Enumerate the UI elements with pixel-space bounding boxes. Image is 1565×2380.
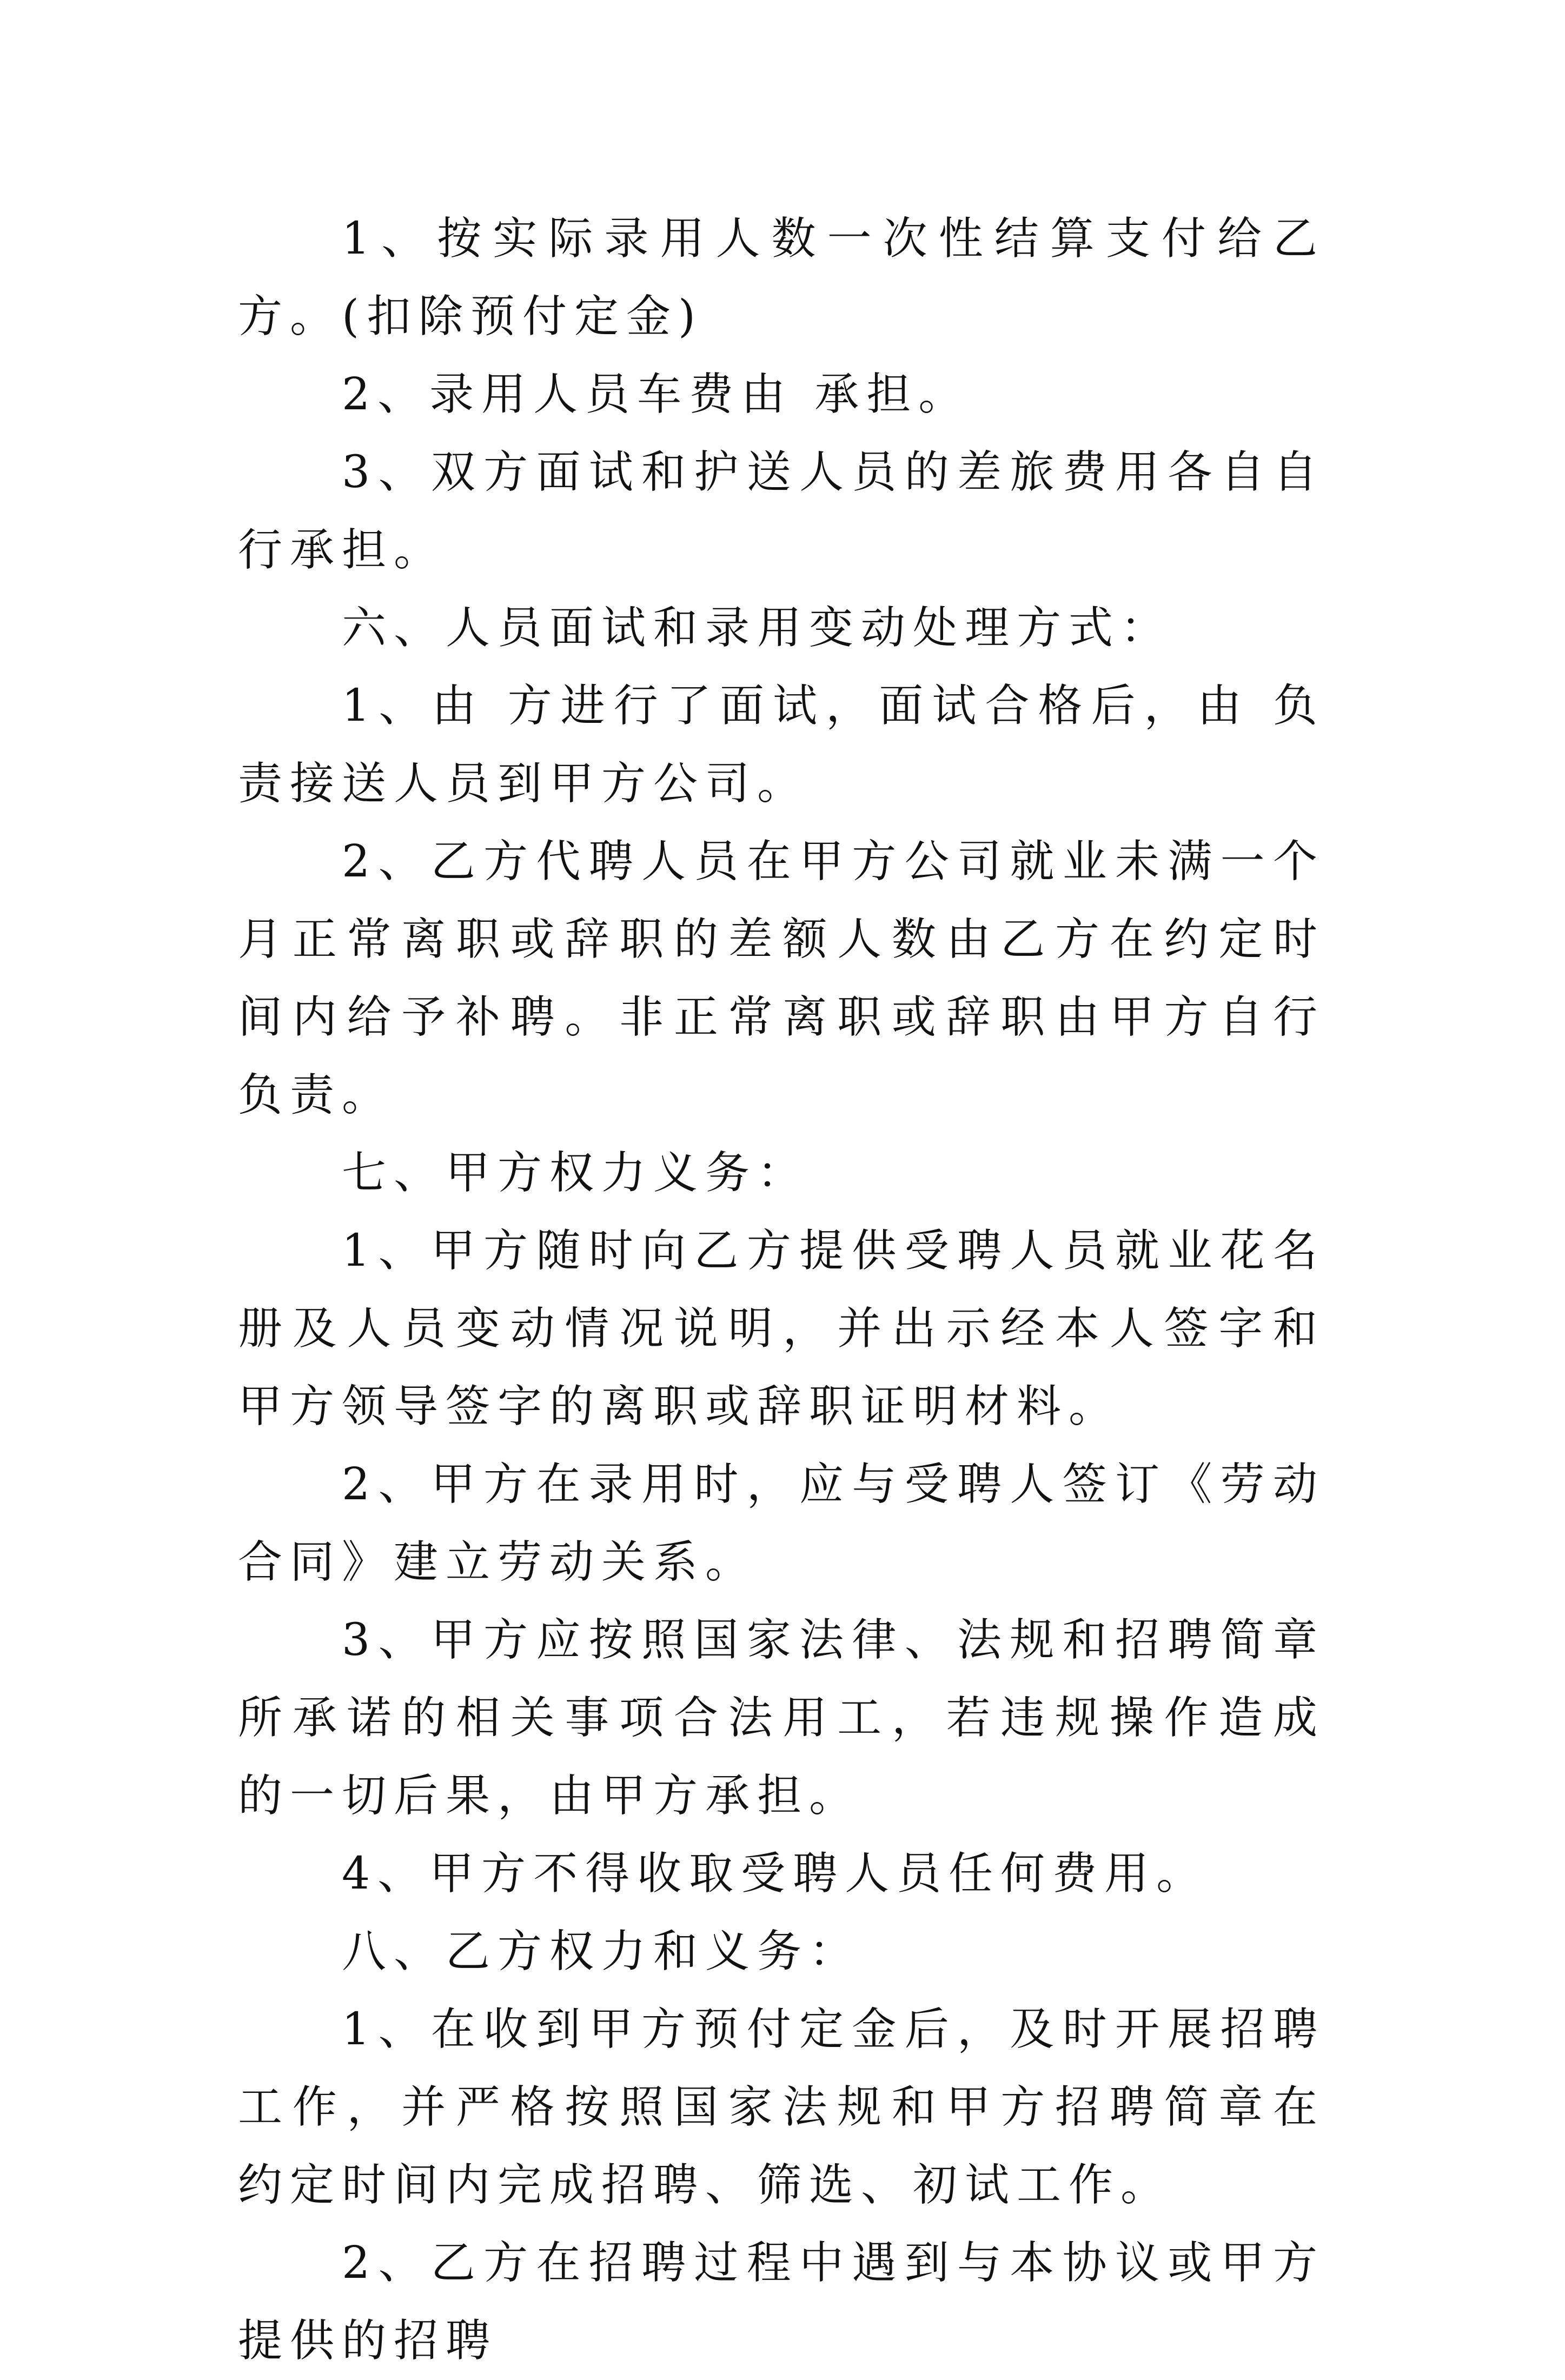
paragraph-interview: 1、由 方进行了面试，面试合格后，由 负责接送人员到甲方公司。 (238, 680, 1325, 809)
paragraph-party-b-recruiting: 1、在收到甲方预付定金后，及时开展招聘工作，并严格按照国家法规和甲方招聘简章在约定时间内完成招聘、筛选、初试工作。 (238, 2004, 1325, 2211)
paragraph-travel-fare: 2、录用人员车费由 承担。 (342, 369, 971, 420)
paragraph-party-b-issues: 2、乙方在招聘过程中遇到与本协议或甲方提供的招聘 (238, 2237, 1325, 2366)
paragraph-payment-settlement: 1、按实际录用人数一次性结算支付给乙方。(扣除预付定金) (238, 213, 1325, 342)
document-body (238, 200, 1325, 2380)
paragraph-replacement-hiring: 2、乙方代聘人员在甲方公司就业未满一个月正常离职或辞职的差额人数由乙方在约定时间内给予补聘。非正常离职或辞职由甲方自行负责。 (238, 836, 1325, 1121)
paragraph-party-a-fees: 4、甲方不得收取受聘人员任何费用。 (342, 1848, 1209, 1899)
paragraph-party-a-contract: 2、甲方在录用时，应与受聘人签订《劳动合同》建立劳动关系。 (238, 1459, 1325, 1588)
section-heading-8: 八、乙方权力和义务： (342, 1926, 861, 1977)
paragraph-travel-expenses: 3、双方面试和护送人员的差旅费用各自自行承担。 (238, 447, 1325, 576)
section-heading-7: 七、甲方权力义务： (342, 1147, 810, 1199)
paragraph-party-a-legal: 3、甲方应按照国家法律、法规和招聘简章所承诺的相关事项合法用工，若违规操作造成的一切后果，由甲方承担。 (238, 1614, 1325, 1821)
section-heading-6: 六、人员面试和录用变动处理方式： (342, 602, 1173, 654)
paragraph-party-a-roster: 1、甲方随时向乙方提供受聘人员就业花名册及人员变动情况说明，并出示经本人签字和甲方领导签字的离职或辞职证明材料。 (238, 1225, 1325, 1432)
